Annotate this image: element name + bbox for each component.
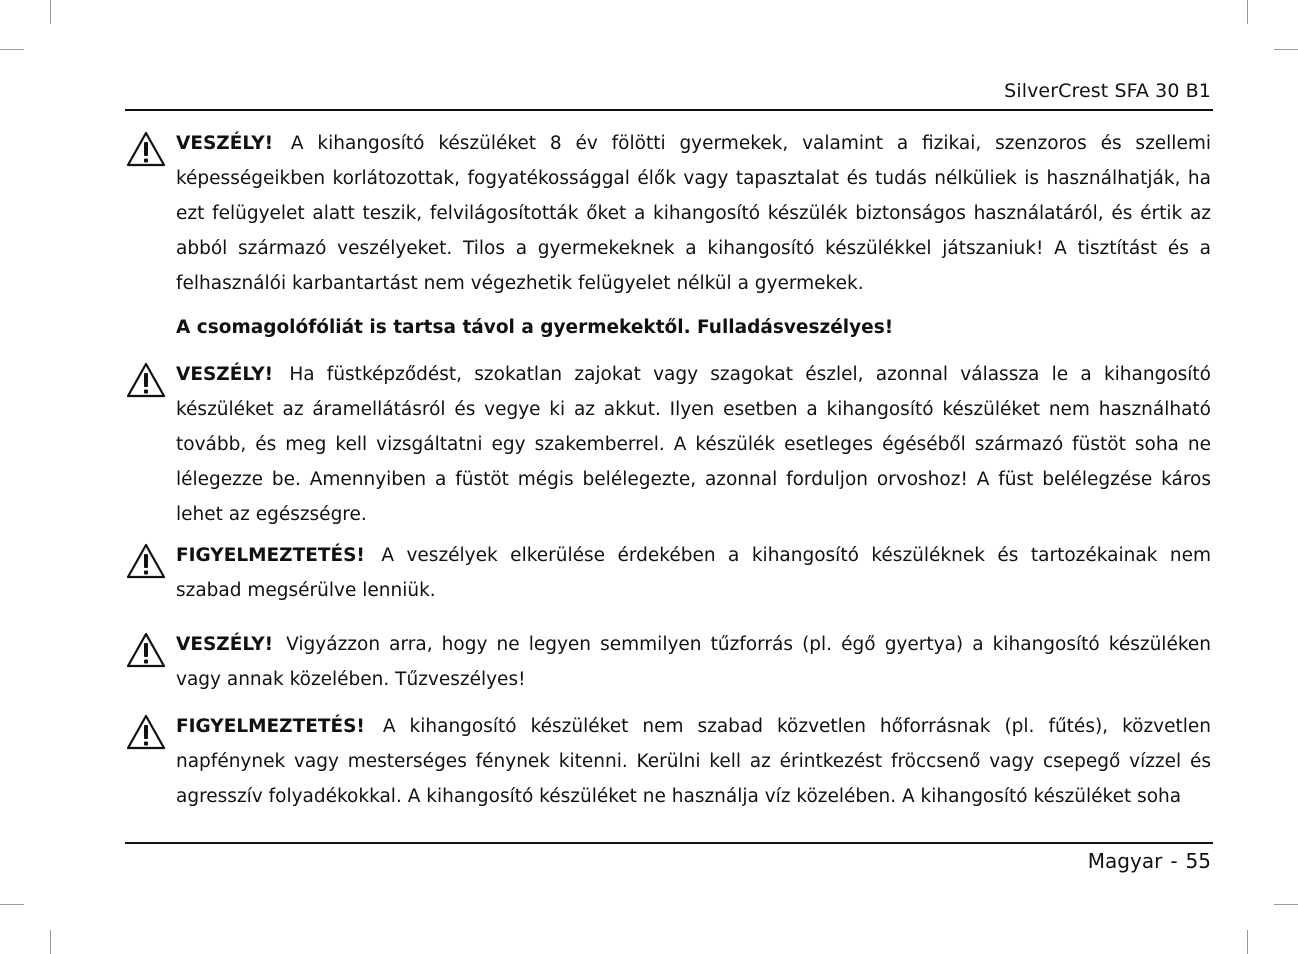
- caution-label: FIGYELMEZTETÉS!: [176, 545, 365, 566]
- crop-mark: [50, 930, 51, 954]
- danger-label: VESZÉLY!: [176, 364, 274, 385]
- warning-block-4: [176, 627, 1211, 697]
- footer-rule: [125, 842, 1213, 844]
- warning-triangle-icon: [126, 714, 166, 750]
- danger-label: VESZÉLY!: [176, 634, 274, 655]
- warning-text: Vigyázzon arra, hogy ne legyen semmilyen tűzforrás (pl. égő gyertya) a kihangosító készüléken vagy annak közelében. Tűzveszélyes!: [176, 634, 1211, 690]
- warning-text: A veszélyek elkerülése érdekében a kihangosító készüléknek és tartozékainak nem szabad megsérülve lenniük.: [176, 545, 1211, 601]
- warning-triangle-icon: [126, 362, 166, 398]
- warning-triangle-icon: [126, 131, 166, 167]
- crop-mark: [0, 49, 24, 50]
- crop-mark: [1247, 930, 1248, 954]
- warning-block-5: [176, 709, 1211, 814]
- crop-mark: [50, 0, 51, 24]
- footer-language: Magyar: [1087, 849, 1163, 873]
- bold-notice: A csomagolófóliát is tartsa távol a gyermekektől. Fulladásveszélyes!: [176, 317, 894, 338]
- warning-text: A kihangosító készüléket 8 év fölötti gyermekek, valamint a fizikai, szenzoros és szellemi képességeikben korlátozottak, fogyatékossággal élők vagy tapasztalat és tudás nélküliek is használhatják, ha ezt felügyelet alatt teszik, felvilágosították őket a kihangosító készülék biztonságos használatáról, és értik az abból származó veszélyeket. Tilos a gyermekeknek a kihangosító készülékkel játszaniuk! A tisztítást és a felhasználói karbantartást nem végezhetik felügyelet nélkül a gyermekek.: [176, 133, 1211, 294]
- warning-block-2: [176, 357, 1211, 532]
- page-footer: [1088, 849, 1211, 873]
- crop-mark: [1274, 49, 1298, 50]
- page-header-title: SilverCrest SFA 30 B1: [1004, 80, 1211, 102]
- page-number: 55: [1185, 849, 1211, 873]
- danger-label: VESZÉLY!: [176, 133, 274, 154]
- crop-mark: [1274, 904, 1298, 905]
- footer-separator: -: [1170, 849, 1178, 873]
- crop-mark: [0, 904, 24, 905]
- warning-text: A kihangosító készüléket nem szabad közvetlen hőforrásnak (pl. fűtés), közvetlen napfénynek vagy mesterséges fénynek kitenni. Kerülni kell az érintkezést fröccsenő vagy csepegő vízzel és agresszív folyadékokkal. A kihangosító készüléket ne használja víz közelében. A kihangosító készüléket soha: [176, 716, 1211, 807]
- caution-label: FIGYELMEZTETÉS!: [176, 716, 365, 737]
- document-body: [176, 126, 1211, 814]
- warning-block-1: [176, 126, 1211, 301]
- crop-mark: [1247, 0, 1248, 24]
- warning-triangle-icon: [126, 632, 166, 668]
- warning-block-3: [176, 538, 1211, 608]
- header-rule: [125, 109, 1213, 111]
- warning-text: Ha füstképződést, szokatlan zajokat vagy szagokat észlel, azonnal válassza le a kihangosító készüléket az áramellátásról és vegye ki az akkut. Ilyen esetben a kihangosító készüléket nem használható tovább, és meg kell vizsgáltatni egy szakemberrel. A készülék esetleges égéséből származó füstöt soha ne lélegezze be. Amennyiben a füstöt mégis belélegezte, azonnal forduljon orvoshoz! A füst belélegzése káros lehet az egészségre.: [176, 364, 1211, 525]
- warning-triangle-icon: [126, 543, 166, 579]
